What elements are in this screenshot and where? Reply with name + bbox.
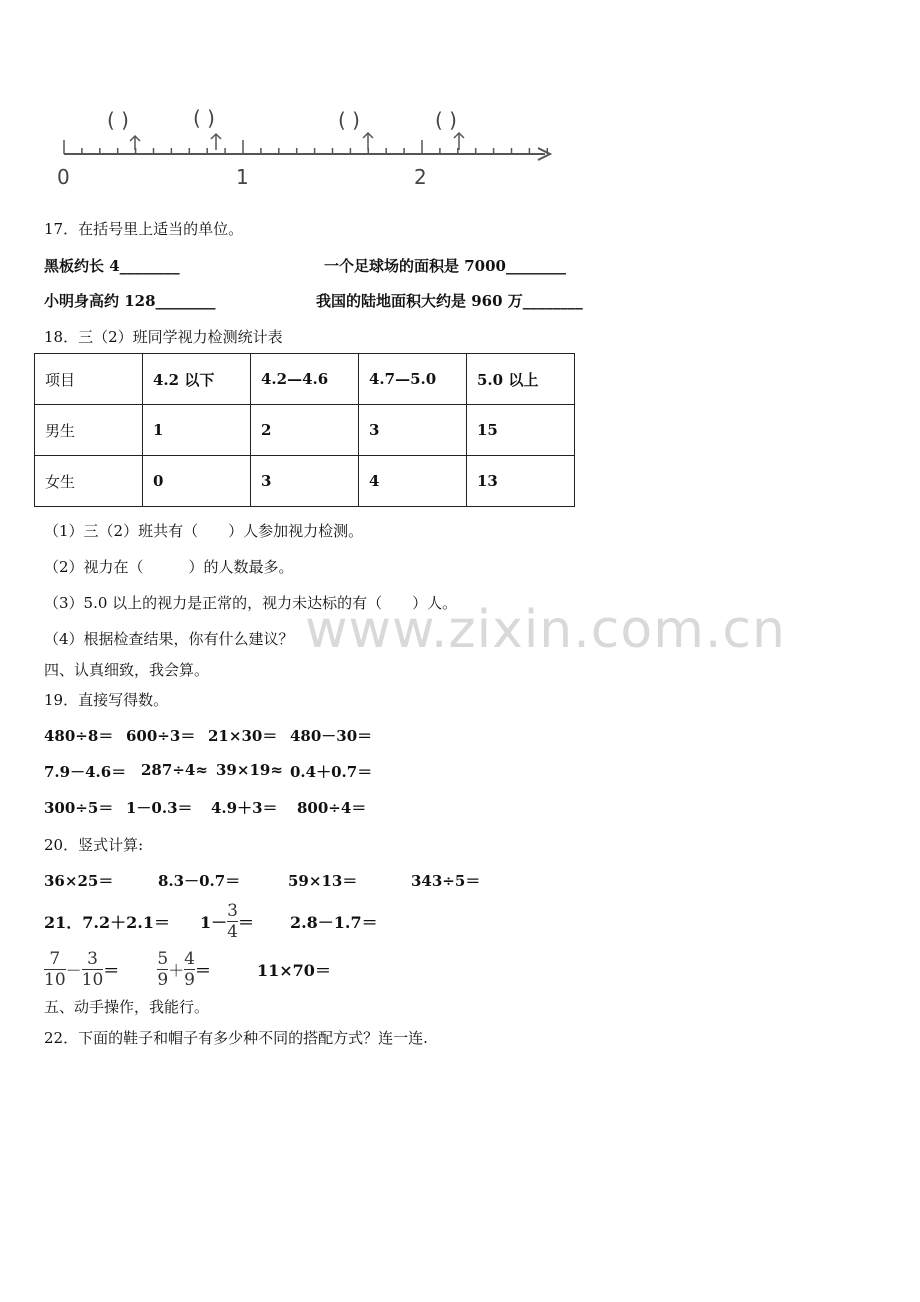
- table-cell: 1: [143, 405, 251, 456]
- table-cell: 项目: [35, 354, 143, 405]
- q21-row-2: [44, 946, 331, 992]
- q19-expr: 287÷4≈: [141, 761, 208, 779]
- numerator: 5: [157, 948, 169, 969]
- fraction: [184, 950, 195, 989]
- q19-expr: 39×19≈: [216, 761, 283, 779]
- denominator: 10: [44, 969, 66, 990]
- equals: ＝: [237, 912, 254, 932]
- q21-expr-b-prefix: 1－: [199, 912, 228, 932]
- numerator: 7: [49, 948, 61, 969]
- minus: －: [65, 960, 82, 980]
- table-cell: 4.2 以下: [143, 354, 251, 405]
- q20-item: 343÷5＝: [411, 872, 481, 890]
- table-cell: 3: [251, 456, 359, 507]
- q19-expr: 7.9－4.6＝: [44, 763, 127, 781]
- table-row: [35, 456, 575, 507]
- fraction: [44, 950, 66, 989]
- q21-expr-c: 2.8－1.7＝: [289, 912, 378, 932]
- fraction: [82, 950, 104, 989]
- q20-title: 20．竖式计算:: [44, 836, 144, 854]
- denominator: 10: [81, 969, 104, 990]
- q17-item-2: 一个足球场的面积是 7000________: [324, 257, 566, 275]
- q18-sub-3: （3）5.0 以上的视力是正常的，视力未达标的有（ ）人。: [44, 594, 458, 612]
- number-line-arrows: [130, 133, 464, 150]
- q18-sub-1: （1）三（2）班共有（ ）人参加视力检测。: [44, 522, 364, 540]
- section-4-heading: 四、认真细致，我会算。: [44, 661, 210, 679]
- plus: ＋: [168, 960, 185, 980]
- q19-expr: 21×30＝: [208, 727, 278, 745]
- q20-item: 36×25＝: [44, 872, 114, 890]
- q21-number: 21．: [44, 912, 83, 932]
- q19-expr: 300÷5＝: [44, 799, 114, 817]
- denominator: 9: [157, 969, 169, 990]
- fraction: [227, 902, 238, 941]
- blank-2: ( ): [193, 106, 215, 130]
- q20-item: 8.3－0.7＝: [158, 872, 241, 890]
- equals: ＝: [194, 960, 211, 980]
- table-cell: 男生: [35, 405, 143, 456]
- numerator: 4: [184, 948, 195, 969]
- q19-expr: 480÷8＝: [44, 727, 114, 745]
- numerator: 3: [227, 900, 238, 921]
- table-cell: 5.0 以上: [467, 354, 575, 405]
- number-line-figure: [50, 100, 570, 192]
- q18-sub-2: （2）视力在（ ）的人数最多。: [44, 558, 294, 576]
- vision-table: [34, 353, 575, 507]
- blank-4: ( ): [435, 108, 457, 132]
- blank-1: ( ): [107, 108, 129, 132]
- table-cell: 15: [467, 405, 575, 456]
- table-header-row: [35, 354, 575, 405]
- q18-sub-4: （4）根据检查结果，你有什么建议？: [44, 630, 294, 648]
- q19-expr: 4.9＋3＝: [211, 799, 278, 817]
- table-cell: 3: [359, 405, 467, 456]
- label-1: 1: [236, 165, 249, 189]
- table-cell: 4: [359, 456, 467, 507]
- q18-title: 18．三（2）班同学视力检测统计表: [44, 328, 283, 346]
- q22-text: 22．下面的鞋子和帽子有多少种不同的搭配方式？连一连.: [44, 1029, 428, 1047]
- q19-expr: 480－30＝: [290, 727, 373, 745]
- q19-expr: 1－0.3＝: [126, 799, 193, 817]
- blank-3: ( ): [338, 108, 360, 132]
- watermark: www.zixin.com.cn: [305, 600, 786, 660]
- table-cell: 2: [251, 405, 359, 456]
- denominator: 4: [227, 921, 238, 942]
- q19-title: 19．直接写得数。: [44, 691, 169, 709]
- table-cell: 0: [143, 456, 251, 507]
- q19-expr: 600÷3＝: [126, 727, 196, 745]
- q21-expr-a: 7.2＋2.1＝: [82, 912, 170, 932]
- table-cell: 13: [467, 456, 575, 507]
- q17-item-3: 小明身高约 128________: [44, 292, 216, 310]
- q17-item-4: 我国的陆地面积大约是 960 万________: [316, 292, 583, 310]
- table-cell: 女生: [35, 456, 143, 507]
- fraction: [157, 950, 168, 989]
- q20-item: 59×13＝: [288, 872, 358, 890]
- denominator: 9: [184, 969, 195, 990]
- table-row: [35, 405, 575, 456]
- numerator: 3: [87, 948, 98, 969]
- label-2: 2: [414, 165, 427, 189]
- q21-row-1: [44, 898, 378, 944]
- q21-expr-f: 11×70＝: [257, 960, 331, 980]
- q19-expr: 800÷4＝: [297, 799, 367, 817]
- q17-title: 17．在括号里上适当的单位。: [44, 220, 244, 238]
- table-cell: 4.7—5.0: [359, 354, 467, 405]
- section-5-heading: 五、动手操作，我能行。: [44, 998, 210, 1016]
- q19-expr: 0.4＋0.7＝: [290, 763, 373, 781]
- equals: ＝: [103, 960, 120, 980]
- label-0: 0: [57, 165, 70, 189]
- q17-item-1: 黑板约长 4________: [44, 257, 180, 275]
- table-cell: 4.2—4.6: [251, 354, 359, 405]
